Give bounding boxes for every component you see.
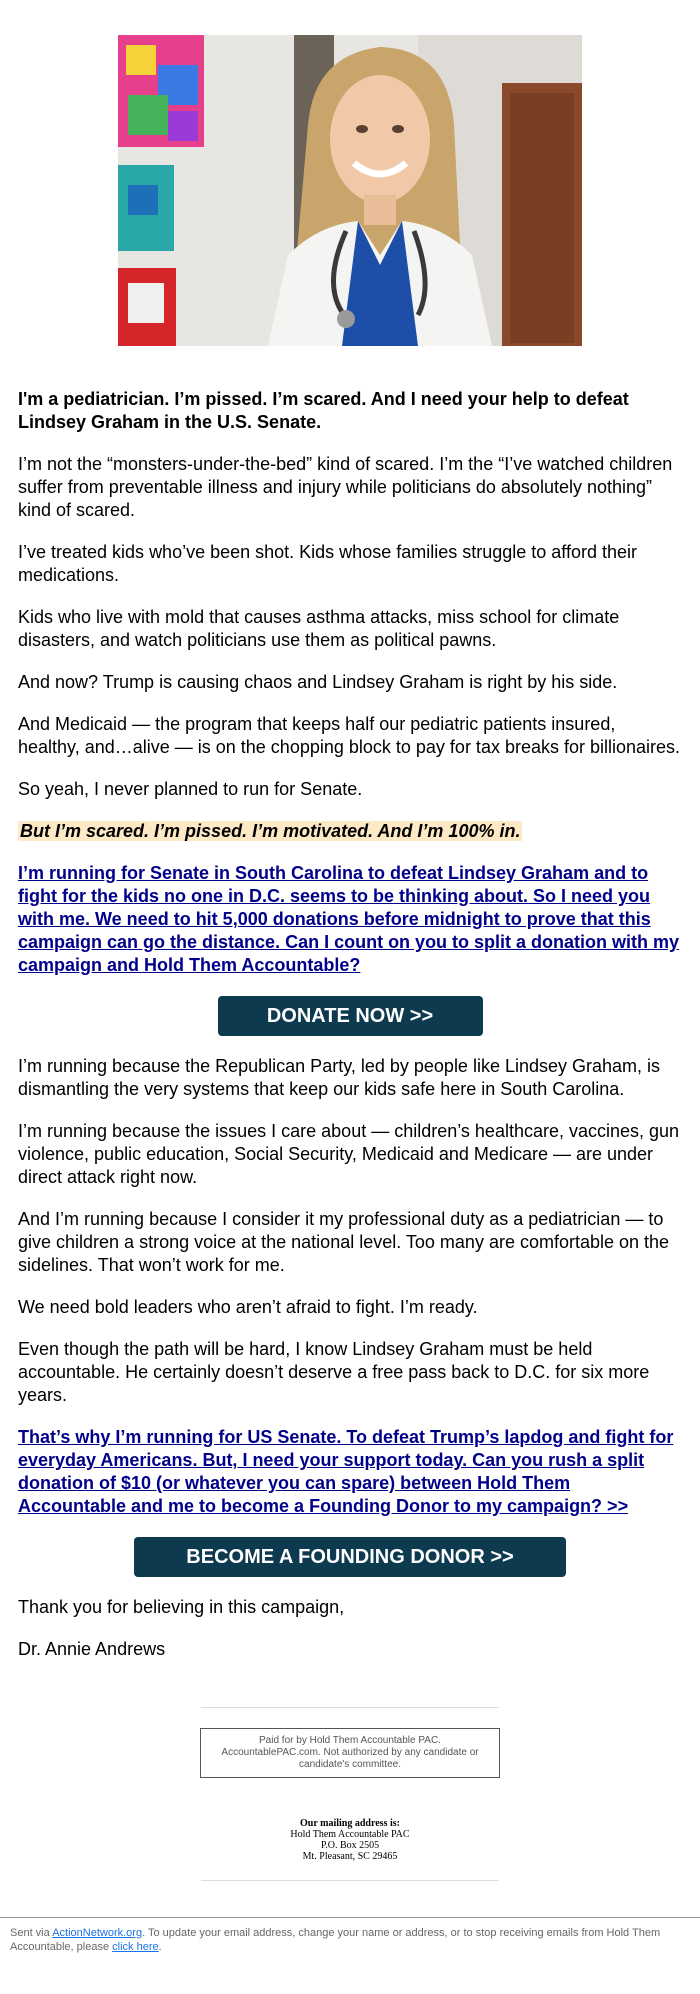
headline: I'm a pediatrician. I’m pissed. I’m scared. And I need your help to defeat Lindsey Graham in the U.S. Senate. bbox=[18, 389, 629, 432]
footer bbox=[0, 1707, 700, 1966]
mailing-address-label: Our mailing address is: bbox=[300, 1818, 400, 1829]
paragraph-5: And Medicaid — the program that keeps half our pediatric patients insured, healthy, and…alive — is on the chopping block to pay for tax breaks for billionaires. bbox=[18, 714, 681, 757]
actionnetwork-link[interactable]: ActionNetwork.org bbox=[52, 1927, 143, 1939]
paragraph-11: Even though the path will be hard, I know Lindsey Graham must be held accountable. He certainly doesn’t deserve a free pass back to D.C. for six more years. bbox=[18, 1339, 650, 1405]
sent-middle: . To update your email address, change your name or address, or to stop receiving emails from Hold Them Accountable, please bbox=[10, 1927, 661, 1953]
paragraph-2: I’ve treated kids who’ve been shot. Kids whose families struggle to afford their medications. bbox=[18, 542, 637, 585]
email-body bbox=[0, 35, 700, 1966]
founding-button-row bbox=[18, 1537, 682, 1577]
donate-link-1[interactable]: I’m running for Senate in South Carolina to defeat Lindsey Graham and to fight for the kids no one in D.C. seems to be thinking about. So I need you with me. We need to hit 5,000 donations before midnight to prove that this campaign can go the distance. Can I count on you to split a donation with my campaign and Hold Them Accountable? bbox=[18, 863, 680, 975]
paragraph-9: And I’m running because I consider it my professional duty as a pediatrician — to give children a strong voice at the national level. Too many are comfortable on the sidelines. That won’t work for me. bbox=[18, 1209, 670, 1275]
sent-prefix: Sent via bbox=[10, 1927, 53, 1939]
sent-via-notice bbox=[0, 1917, 700, 1966]
footer-divider-bottom bbox=[201, 1880, 499, 1881]
mailing-address bbox=[0, 1818, 700, 1862]
unsubscribe-link[interactable]: click here bbox=[112, 1941, 159, 1953]
founding-donor-button[interactable]: BECOME A FOUNDING DONOR >> bbox=[134, 1537, 566, 1577]
paragraph-3: Kids who live with mold that causes asthma attacks, miss school for climate disasters, and watch politicians use them as political pawns. bbox=[18, 607, 620, 650]
mailing-org: Hold Them Accountable PAC bbox=[290, 1829, 410, 1840]
founding-link-paragraph bbox=[18, 1426, 682, 1518]
signature: Dr. Annie Andrews bbox=[18, 1639, 166, 1659]
hero-photo bbox=[118, 35, 582, 346]
highlight-paragraph bbox=[18, 820, 682, 843]
paid-for-disclaimer: Paid for by Hold Them Accountable PAC. AccountablePAC.com. Not authorized by any candidate or candidate's committee. bbox=[200, 1728, 500, 1778]
donate-link-paragraph bbox=[18, 862, 682, 977]
highlight-text: But I’m scared. I’m pissed. I’m motivated. And I’m 100% in. bbox=[20, 821, 521, 841]
email-content bbox=[0, 388, 700, 1661]
donate-link-2[interactable]: That’s why I’m running for US Senate. To defeat Trump’s lapdog and fight for everyday Americans. But, I need your support today. Can you rush a split donation of $10 (or whatever you can spare) between Hold Them Accountable and me to become a Founding Donor to my campaign? >> bbox=[18, 1427, 674, 1516]
paragraph-7: I’m running because the Republican Party, led by people like Lindsey Graham, is dismantling the very systems that keep our kids safe here in South Carolina. bbox=[18, 1056, 661, 1099]
donate-button-row bbox=[18, 996, 682, 1036]
mailing-city: Mt. Pleasant, SC 29465 bbox=[302, 1851, 398, 1862]
signoff: Thank you for believing in this campaign, bbox=[18, 1597, 345, 1617]
paragraph-1: I’m not the “monsters-under-the-bed” kind of scared. I’m the “I’ve watched children suffer from preventable illness and injury while politicians do absolutely nothing” kind of scared. bbox=[18, 454, 673, 520]
paragraph-4: And now? Trump is causing chaos and Lindsey Graham is right by his side. bbox=[18, 672, 618, 692]
sent-end: . bbox=[158, 1941, 162, 1953]
footer-divider-top bbox=[201, 1707, 499, 1708]
paragraph-6: So yeah, I never planned to run for Senate. bbox=[18, 779, 363, 799]
paragraph-8: I’m running because the issues I care about — children’s healthcare, vaccines, gun violence, public education, Social Security, Medicaid and Medicare — are under direct attack right now. bbox=[18, 1121, 680, 1187]
paragraph-10: We need bold leaders who aren’t afraid to fight. I’m ready. bbox=[18, 1297, 478, 1317]
mailing-po-box: P.O. Box 2505 bbox=[320, 1840, 380, 1851]
donate-now-button[interactable]: DONATE NOW >> bbox=[218, 996, 483, 1036]
